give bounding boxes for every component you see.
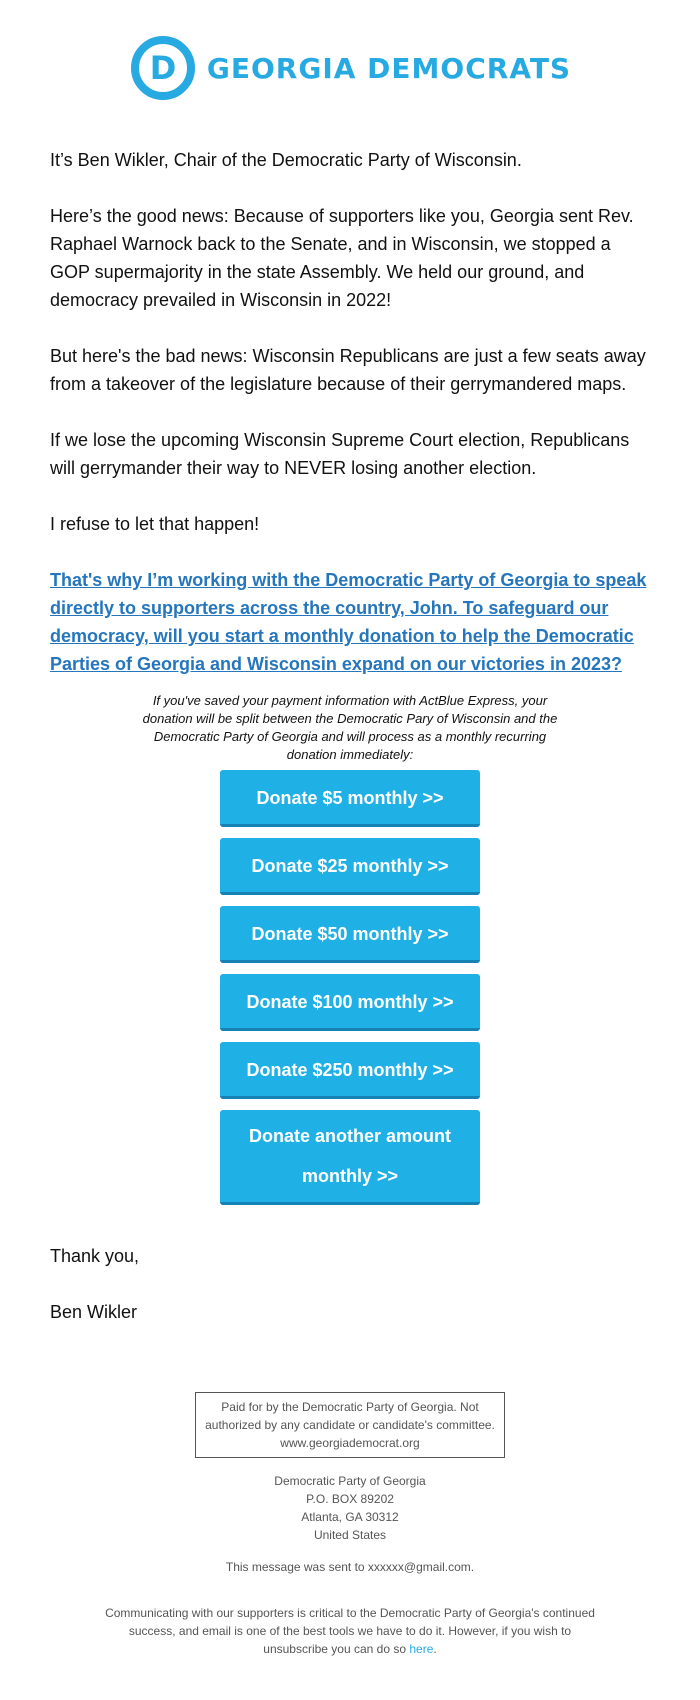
donate-250-button[interactable]: Donate $250 monthly >> (220, 1042, 480, 1099)
email-body (0, 146, 700, 1326)
recipient-email: xxxxxx@gmail.com (367, 1560, 471, 1574)
donate-button-list (50, 770, 650, 1216)
georgia-democrats-logo[interactable] (129, 34, 571, 102)
paid-for-disclaimer: Paid for by the Democratic Party of Georgia. Not authorized by any candidate or candidate's committee. www.georgiademocrat.org (195, 1392, 505, 1458)
paragraph-intro: It’s Ben Wikler, Chair of the Democratic Party of Wisconsin. (50, 150, 522, 170)
unsubscribe-text: Communicating with our supporters is critical to the Democratic Party of Georgia's continued success, and email is one of the best tools we have to do it. However, if you wish to unsubscribe you can do so (105, 1606, 595, 1656)
email-header (0, 0, 700, 128)
unsubscribe-notice (105, 1604, 595, 1658)
sent-to-suffix: . (470, 1560, 475, 1574)
paragraph-good-news: Here’s the good news: Because of supporters like you, Georgia sent Rev. Raphael Warnock back to the Senate, and in Wisconsin, we stopped a GOP supermajority in the state Assembly. We held our ground, and democracy prevailed in Wisconsin in 2022! (50, 206, 634, 310)
donate-50-button[interactable]: Donate $50 monthly >> (220, 906, 480, 963)
logo-letter: D (149, 49, 177, 87)
email-footer (0, 1392, 700, 1658)
sent-to-prefix: This message was sent to (225, 1560, 368, 1574)
democrats-d-logo-icon (129, 34, 197, 102)
paragraph-bad-news: But here's the bad news: Wisconsin Republicans are just a few seats away from a takeover of the legislature because of their gerrymandered maps. (50, 346, 646, 394)
donate-100-button[interactable]: Donate $100 monthly >> (220, 974, 480, 1031)
signature-name: Ben Wikler (50, 1302, 138, 1322)
address-country: United States (313, 1528, 387, 1542)
paragraph-court-election: If we lose the upcoming Wisconsin Supreme Court election, Republicans will gerrymander their way to NEVER losing another election. (50, 430, 630, 478)
logo-text: GEORGIA DEMOCRATS (206, 51, 572, 85)
donate-25-button[interactable]: Donate $25 monthly >> (220, 838, 480, 895)
paragraph-refuse: I refuse to let that happen! (50, 514, 260, 534)
address-org: Democratic Party of Georgia (274, 1474, 426, 1488)
donate-other-amount-button[interactable]: Donate another amount monthly >> (220, 1110, 480, 1205)
signoff-text: Thank you, (50, 1246, 140, 1266)
unsubscribe-link[interactable]: here (409, 1642, 434, 1656)
address-po-box: P.O. BOX 89202 (306, 1492, 394, 1506)
donate-5-button[interactable]: Donate $5 monthly >> (220, 770, 480, 827)
actblue-express-note: If you've saved your payment information with ActBlue Express, your donation will be split between the Democratic Pary of Wisconsin and the Democratic Party of Georgia and will process as a monthly recurring donation immediately: (142, 693, 558, 762)
sent-to-notice (0, 1558, 700, 1576)
monthly-donation-cta-link[interactable]: That's why I’m working with the Democratic Party of Georgia to speak directly to supporters across the country, John. To safeguard our democracy, will you start a monthly donation to help the Democratic Parties of Georgia and Wisconsin expand on our victories in 2023? (50, 570, 647, 674)
address-city: Atlanta, GA 30312 (301, 1510, 399, 1524)
unsubscribe-suffix: . (433, 1642, 437, 1656)
mailing-address (0, 1472, 700, 1544)
signoff-block (50, 1242, 650, 1326)
